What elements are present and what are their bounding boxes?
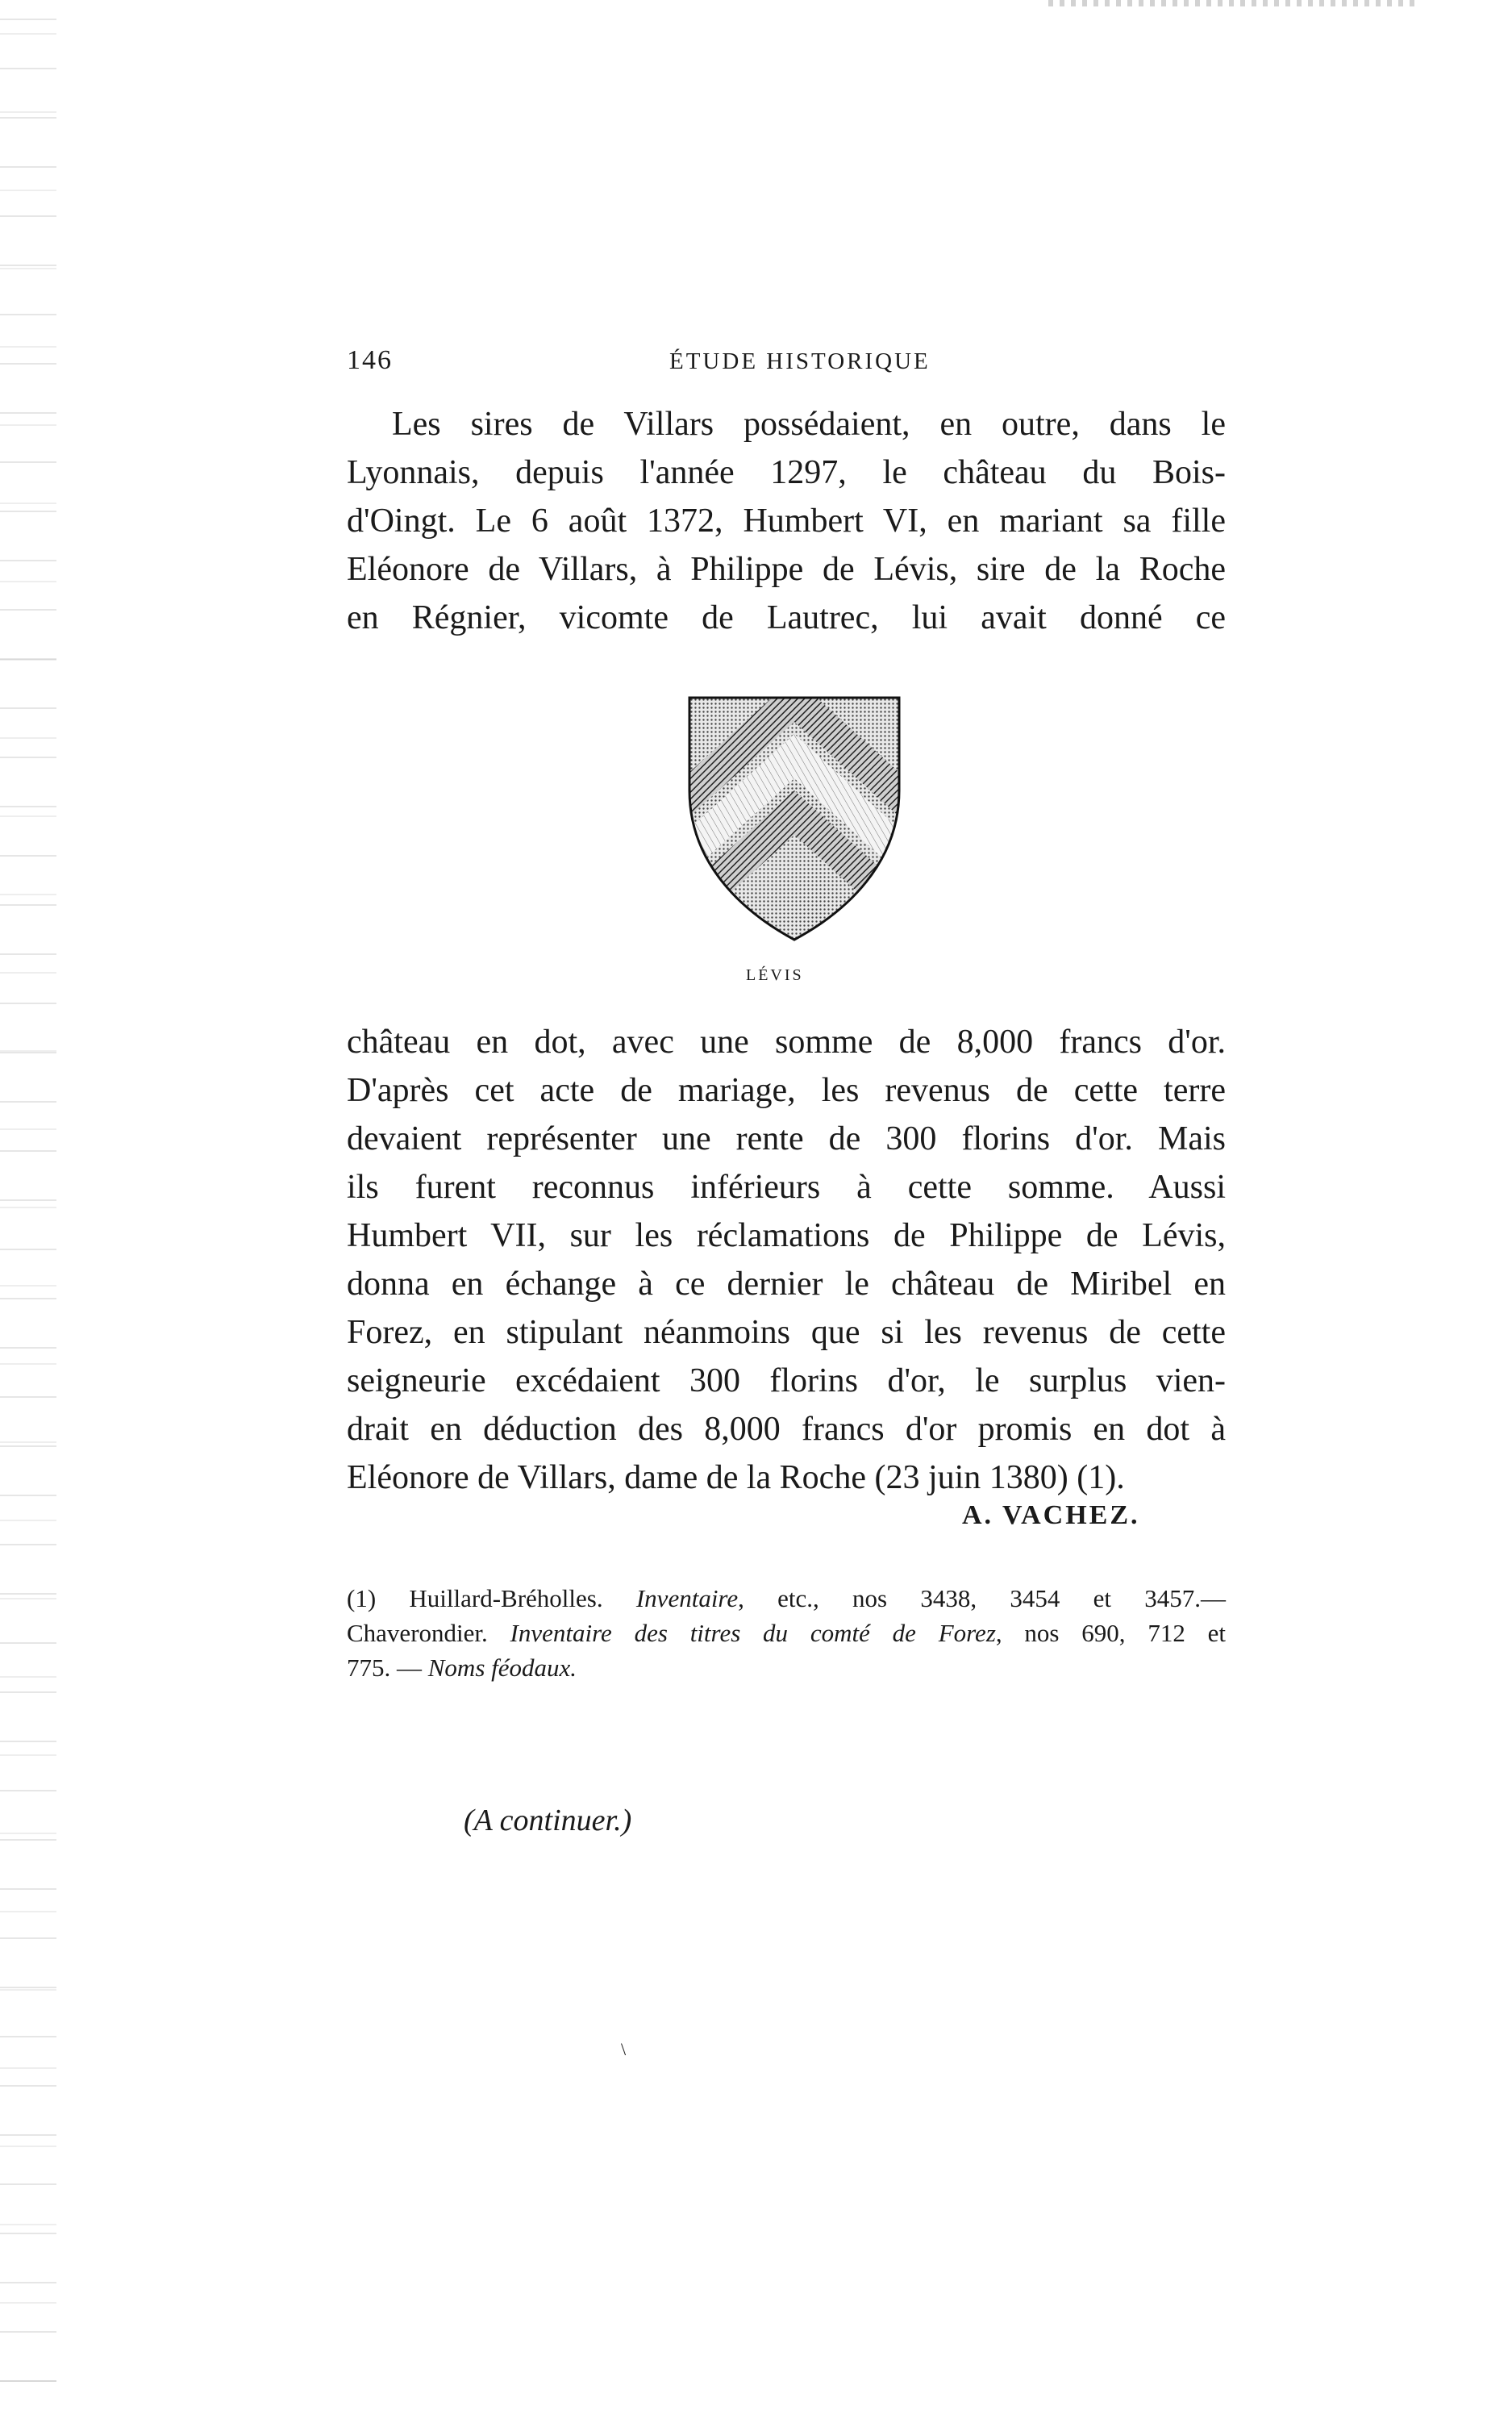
footnote-italic: Inventaire <box>635 1584 739 1612</box>
author-signature: A. VACHEZ. <box>962 1500 1140 1530</box>
stray-mark: \ <box>621 2039 627 2059</box>
scan-edge-noise <box>0 0 56 2423</box>
continuation-note: (A continuer.) <box>464 1804 632 1837</box>
text-line: château en dot, avec une somme de 8,000 francs d'or. <box>347 1024 1226 1061</box>
figure-caption: LÉVIS <box>746 966 804 984</box>
running-title: ÉTUDE HISTORIQUE <box>669 348 931 374</box>
text-line: en Régnier, vicomte de Lautrec, lui avait donné ce <box>347 599 1226 636</box>
page-number: 146 <box>347 345 393 375</box>
text-line: ils furent reconnus inférieurs à cette somme. Aussi <box>347 1169 1226 1206</box>
footnote-text: 775. — <box>347 1654 428 1682</box>
paragraph-1 <box>347 400 1226 642</box>
coat-of-arms-figure <box>685 694 903 944</box>
footnote-italic: Inventaire des titres du comté de Forez <box>510 1619 996 1647</box>
scan-top-noise <box>1048 0 1419 6</box>
text-line: Humbert VII, sur les réclamations de Philippe de Lévis, <box>347 1217 1226 1254</box>
footnote-text: (1) Huillard-Bréholles. <box>347 1584 636 1612</box>
text-line: devaient représenter une rente de 300 florins d'or. Mais <box>347 1120 1226 1157</box>
footnote-text: Chaverondier. <box>347 1619 510 1647</box>
footnote-line <box>347 1616 1226 1650</box>
text-line: Lyonnais, depuis l'année 1297, le château du Bois- <box>347 454 1226 491</box>
text-line: Eléonore de Villars, dame de la Roche (23 juin 1380) (1). <box>347 1459 1125 1496</box>
text-line: Eléonore de Villars, à Philippe de Lévis, sire de la Roche <box>347 551 1226 588</box>
paragraph-2 <box>347 1018 1226 1502</box>
text-line: d'Oingt. Le 6 août 1372, Humbert VI, en mariant sa fille <box>347 503 1226 540</box>
text-line: donna en échange à ce dernier le château de Miribel en <box>347 1266 1226 1303</box>
text-line: seigneurie excédaient 300 florins d'or, le surplus vien- <box>347 1362 1226 1399</box>
footnote-text: , etc., nos 3438, 3454 et 3457.— <box>738 1584 1226 1612</box>
footnote <box>347 1581 1226 1685</box>
text-line: Forez, en stipulant néanmoins que si les revenus de cette <box>347 1314 1226 1351</box>
shield-three-chevrons-icon <box>685 694 903 944</box>
footnote-text: , nos 690, 712 et <box>995 1619 1226 1647</box>
footnote-italic: Noms féodaux. <box>427 1654 577 1682</box>
footnote-line <box>347 1650 1226 1685</box>
text-line: Les sires de Villars possédaient, en outre, dans le <box>392 406 1226 443</box>
running-head <box>347 345 1226 386</box>
footnote-line <box>347 1581 1226 1616</box>
text-line: D'après cet acte de mariage, les revenus de cette terre <box>347 1072 1226 1109</box>
text-line: drait en déduction des 8,000 francs d'or promis en dot à <box>347 1411 1226 1448</box>
